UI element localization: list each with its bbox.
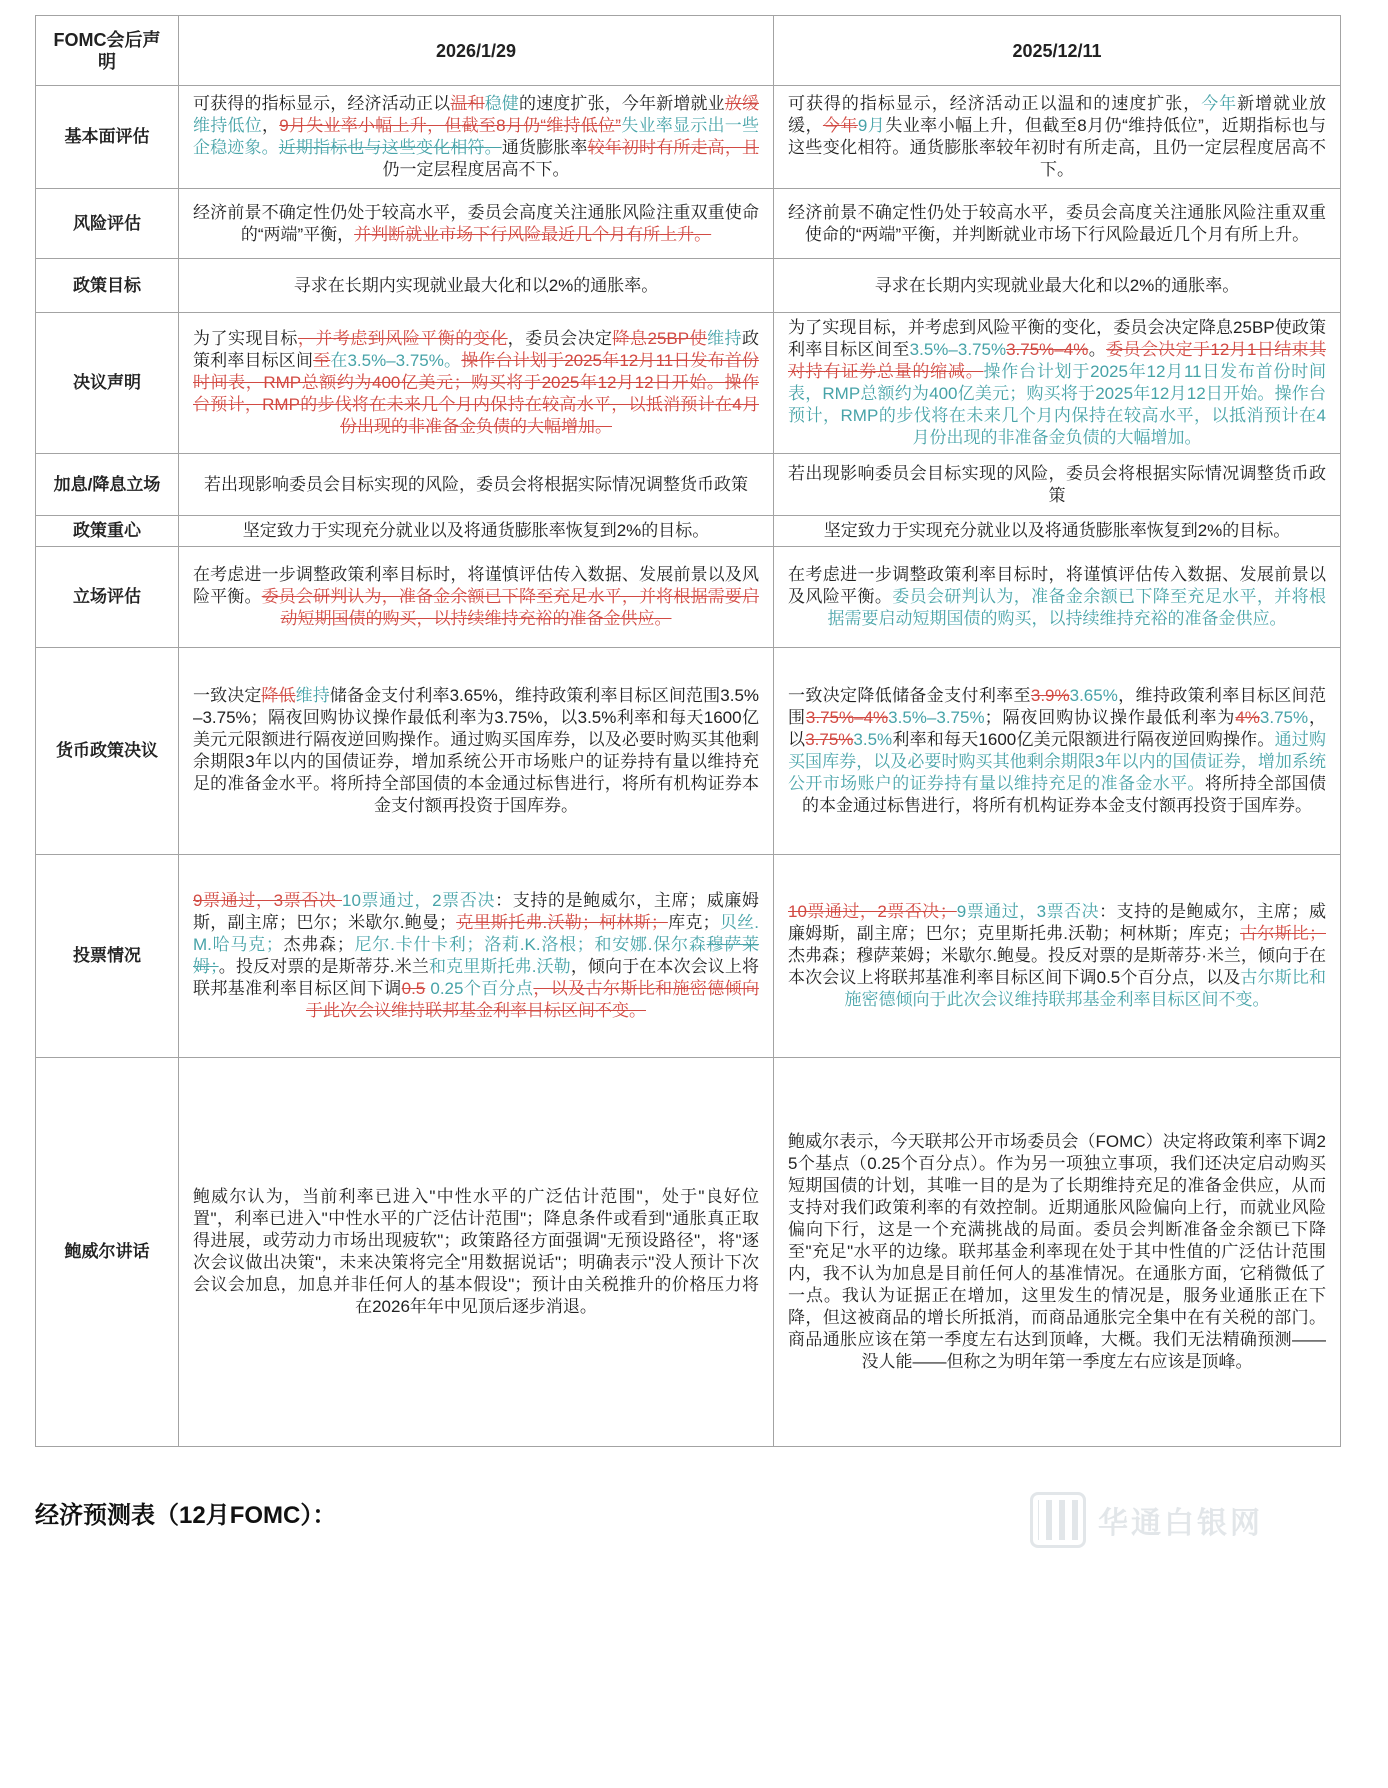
row-label-stance-evaluation: 立场评估	[36, 547, 179, 648]
cell-fundamentals-right: 可获得的指标显示，经济活动正以温和的速度扩张，今年新增就业放缓，今年9月失业率小幅上升，但截至8月仍“维持低位”，近期指标也与这些变化相符。通货膨胀率较年初时有所走高，且仍一定层程度居高不下。	[774, 86, 1341, 189]
cell-voting-right: 10票通过，2票否决；9票通过，3票否决：支持的是鲍威尔，主席；威廉姆斯，副主席；巴尔；克里斯托弗.沃勒；柯林斯；库克；古尔斯比；杰弗森；穆萨莱姆；米歇尔.鲍曼。投反对票的是斯蒂芬·米兰，倾向于在本次会议上将联邦基准利率目标区间下调0.5个百分点，以及古尔斯比和施密德倾向于此次会议维持联邦基金利率目标区间不变。	[774, 855, 1341, 1058]
cell-decision-left: 为了实现目标，并考虑到风险平衡的变化，委员会决定降息25BP使维持政策利率目标区间至在3.5%–3.75%。操作台计划于2025年12月11日发布首份时间表，RMP总额约为400亿美元；购买将于2025年12月12日开始。操作台预计，RMP的步伐将在未来几个月内保持在较高水平，以抵消预计在4月份出现的非准备金负债的大幅增加。	[179, 313, 774, 454]
cell-goal-left: 寻求在长期内实现就业最大化和以2%的通胀率。	[179, 259, 774, 313]
cell-evaluation-left: 在考虑进一步调整政策利率目标时，将谨慎评估传入数据、发展前景以及风险平衡。委员会研判认为，准备金余额已下降至充足水平，并将根据需要启动短期国债的购买，以持续维持充裕的准备金供应。	[179, 547, 774, 648]
cell-monetary-right: 一致决定降低储备金支付利率至3.9%3.65%，维持政策利率目标区间范围3.75%–4%3.5%–3.75%；隔夜回购协议操作最低利率为4%3.75%，以3.75%3.5%利率和每天1600亿美元限额进行隔夜逆回购操作。通过购买国库券，以及必要时购买其他剩余期限3年以内的国债证券，增加系统公开市场账户的证券持有量以维持充足的准备金水平。将所持全部国债的本金通过标售进行，将所有机构证券本金支付额再投资于国库券。	[774, 648, 1341, 855]
cell-risk-right: 经济前景不确定性仍处于较高水平，委员会高度关注通胀风险注重双重使命的“两端”平衡，并判断就业市场下行风险最近几个月有所上升。	[774, 189, 1341, 259]
cell-powell-right: 鲍威尔表示，今天联邦公开市场委员会（FOMC）决定将政策利率下调25个基点（0.25个百分点）。作为另一项独立事项，我们还决定启动购买短期国债的计划，其唯一目的是为了长期维持充足的准备金供应，从而支持对我们政策利率的有效控制。近期通胀风险偏向上行，而就业风险偏向下行，这是一个充满挑战的局面。委员会判断准备金余额已下降至"充足"水平的边缘。联邦基金利率现在处于其中性值的广泛估计范围内，我不认为加息是目前任何人的基准情况。在通胀方面，它稍微低了一点。我认为证据正在增加，这里发生的情况是，服务业通胀正在下降，但这被商品的增长所抵消，而商品通胀完全集中在有关税的部门。商品通胀应该在第一季度左右达到顶峰，大概。我们无法精确预测——没人能——但称之为明年第一季度左右应该是顶峰。	[774, 1058, 1341, 1447]
cell-monetary-left: 一致决定降低维持储备金支付利率3.65%，维持政策利率目标区间范围3.5%–3.75%；隔夜回购协议操作最低利率为3.75%，以3.5%利率和每天1600亿美元元限额进行隔夜逆回购操作。通过购买国库券，以及必要时购买其他剩余期限3年以内的国债证券，增加系统公开市场账户的证券持有量以维持充足的准备金水平。将所持全部国债的本金通过标售进行，将所有机构证券本金支付额再投资于国库券。	[179, 648, 774, 855]
row-label-fundamentals: 基本面评估	[36, 86, 179, 189]
row-monetary-policy-decision	[36, 648, 1341, 855]
header-date-left: 2026/1/29	[179, 16, 774, 86]
header-title: FOMC会后声明	[36, 16, 179, 86]
cell-voting-left: 9票通过，3票否决 10票通过，2票否决：支持的是鲍威尔，主席；威廉姆斯，副主席；巴尔；米歇尔.鲍曼；克里斯托弗.沃勒；柯林斯；库克；贝丝.M.哈马克；杰弗森；尼尔.卡什卡利；洛莉.K.洛根；和安娜.保尔森穆萨莱姆；。投反对票的是斯蒂芬.米兰和克里斯托弗.沃勒，倾向于在本次会议上将联邦基准利率目标区间下调0.5 0.25个百分点，以及古尔斯比和施密德倾向于此次会议维持联邦基金利率目标区间不变。	[179, 855, 774, 1058]
cell-risk-left: 经济前景不确定性仍处于较高水平，委员会高度关注通胀风险注重双重使命的“两端”平衡，并判断就业市场下行风险最近几个月有所上升。	[179, 189, 774, 259]
row-label-risk-assessment: 风险评估	[36, 189, 179, 259]
cell-stance-right: 若出现影响委员会目标实现的风险，委员会将根据实际情况调整货币政策	[774, 454, 1341, 516]
cell-decision-right: 为了实现目标，并考虑到风险平衡的变化，委员会决定降息25BP使政策利率目标区间至3.5%–3.75%3.75%–4%。委员会决定于12月1日结束其对持有证券总量的缩减。操作台计划于2025年12月11日发布首份时间表，RMP总额约为400亿美元；购买将于2025年12月12日开始。操作台预计，RMP的步伐将在未来几个月内保持在较高水平，以抵消预计在4月份出现的非准备金负债的大幅增加。	[774, 313, 1341, 454]
row-fundamentals	[36, 86, 1341, 189]
row-label-decision-statement: 决议声明	[36, 313, 179, 454]
row-label-policy-goal: 政策目标	[36, 259, 179, 313]
row-voting	[36, 855, 1341, 1058]
cell-powell-left: 鲍威尔认为，当前利率已进入"中性水平的广泛估计范围"，处于"良好位置"，利率已进入"中性水平的广泛估计范围"；降息条件或看到"通胀真正取得进展，或劳动力市场出现疲软"；政策路径方面强调"无预设路径"，将"逐次会议做出决策"，未来决策将完全"用数据说话"；明确表示"没人预计下次会议会加息，加息并非任何人的基本假设"；预计由关税推升的价格压力将在2026年年中见顶后逐步消退。	[179, 1058, 774, 1447]
row-policy-goal	[36, 259, 1341, 313]
header-date-right: 2025/12/11	[774, 16, 1341, 86]
row-label-hike-cut-stance: 加息/降息立场	[36, 454, 179, 516]
watermark-logo-icon	[1030, 1492, 1086, 1548]
cell-goal-right: 寻求在长期内实现就业最大化和以2%的通胀率。	[774, 259, 1341, 313]
row-risk-assessment	[36, 189, 1341, 259]
cell-stance-left: 若出现影响委员会目标实现的风险，委员会将根据实际情况调整货币政策	[179, 454, 774, 516]
row-stance-evaluation	[36, 547, 1341, 648]
row-label-voting: 投票情况	[36, 855, 179, 1058]
watermark-text: 华通白银网	[1098, 1507, 1263, 1540]
row-powell-remarks	[36, 1058, 1341, 1447]
cell-fundamentals-left: 可获得的指标显示，经济活动正以温和稳健的速度扩张，今年新增就业放缓维持低位，9月失业率小幅上升，但截至8月仍“维持低位”失业率显示出一些企稳迹象。近期指标也与这些变化相符。通货膨胀率较年初时有所走高，且仍一定层程度居高不下。	[179, 86, 774, 189]
cell-focus-right: 坚定致力于实现充分就业以及将通货膨胀率恢复到2%的目标。	[774, 516, 1341, 547]
watermark	[1030, 1492, 1263, 1548]
row-label-policy-focus: 政策重心	[36, 516, 179, 547]
row-decision-statement	[36, 313, 1341, 454]
row-policy-focus	[36, 516, 1341, 547]
cell-focus-left: 坚定致力于实现充分就业以及将通货膨胀率恢复到2%的目标。	[179, 516, 774, 547]
row-label-monetary-policy-decision: 货币政策决议	[36, 648, 179, 855]
section-heading-economic-projections: 经济预测表（12月FOMC）：	[35, 1502, 337, 1529]
row-label-powell-remarks: 鲍威尔讲话	[36, 1058, 179, 1447]
row-hike-cut-stance	[36, 454, 1341, 516]
fomc-comparison-table	[35, 15, 1341, 1447]
table-header-row	[36, 16, 1341, 86]
cell-evaluation-right: 在考虑进一步调整政策利率目标时，将谨慎评估传入数据、发展前景以及风险平衡。委员会研判认为，准备金余额已下降至充足水平，并将根据需要启动短期国债的购买，以持续维持充裕的准备金供应。	[774, 547, 1341, 648]
